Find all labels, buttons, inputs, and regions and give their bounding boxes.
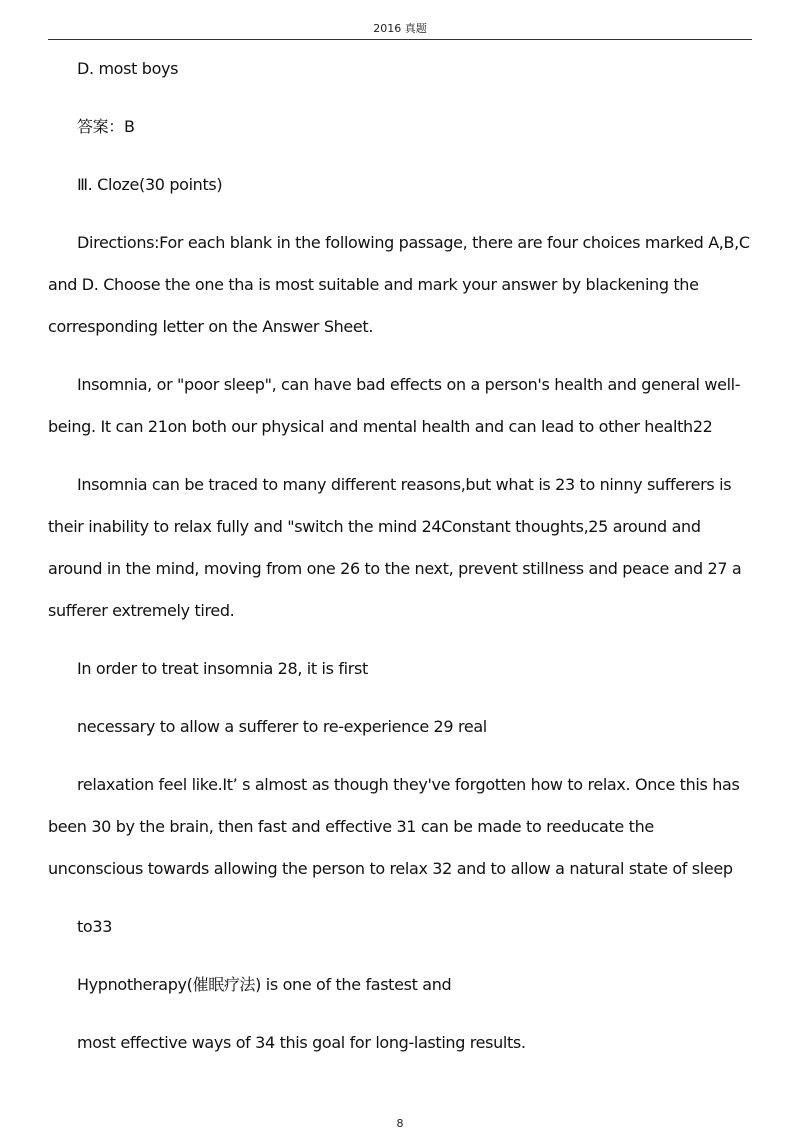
page-number: 8 [396, 1117, 404, 1130]
passage-paragraph-6: to33 [77, 917, 113, 936]
passage-paragraph-8: most effective ways of 34 this goal for long-lasting results. [77, 1033, 526, 1052]
passage-paragraph-7: Hypnotherapy(催眠疗法) is one of the fastest and [77, 975, 452, 994]
answer-line: 答案：B [77, 117, 135, 136]
passage-paragraph-5: relaxation feel like.It’ s almost as though they've forgotten how to relax. Once this has been 30 by the brain, then fast and effective 31 can be made to reeducate the unconscious towards allowing the person to relax 32 and to allow a natural state of sleep [48, 775, 740, 878]
section-title: Ⅲ. Cloze(30 points) [77, 175, 223, 194]
passage-paragraph-4: necessary to allow a sufferer to re-experience 29 real [77, 717, 487, 736]
option-d: D. most boys [77, 59, 179, 78]
page-header: 2016 真题 [373, 22, 427, 35]
passage-paragraph-2: Insomnia can be traced to many different reasons,but what is 23 to ninny sufferers is their inability to relax fully and "switch the mind 24Constant thoughts,25 around and around in the mind, moving from one 26 to the next, prevent stillness and peace and 27 a sufferer extremely tired. [48, 475, 742, 620]
directions-paragraph: Directions:For each blank in the following passage, there are four choices marked A,B,C and D. Choose the one tha is most suitable and mark your answer by blackening the corresponding letter on the Answer Sheet. [48, 233, 750, 336]
document-body [48, 48, 752, 1080]
header-divider [48, 39, 752, 40]
passage-paragraph-3: In order to treat insomnia 28, it is first [77, 659, 368, 678]
passage-paragraph-1: Insomnia, or "poor sleep", can have bad effects on a person's health and general well-being. It can 21on both our physical and mental health and can lead to other health22 [48, 375, 741, 436]
